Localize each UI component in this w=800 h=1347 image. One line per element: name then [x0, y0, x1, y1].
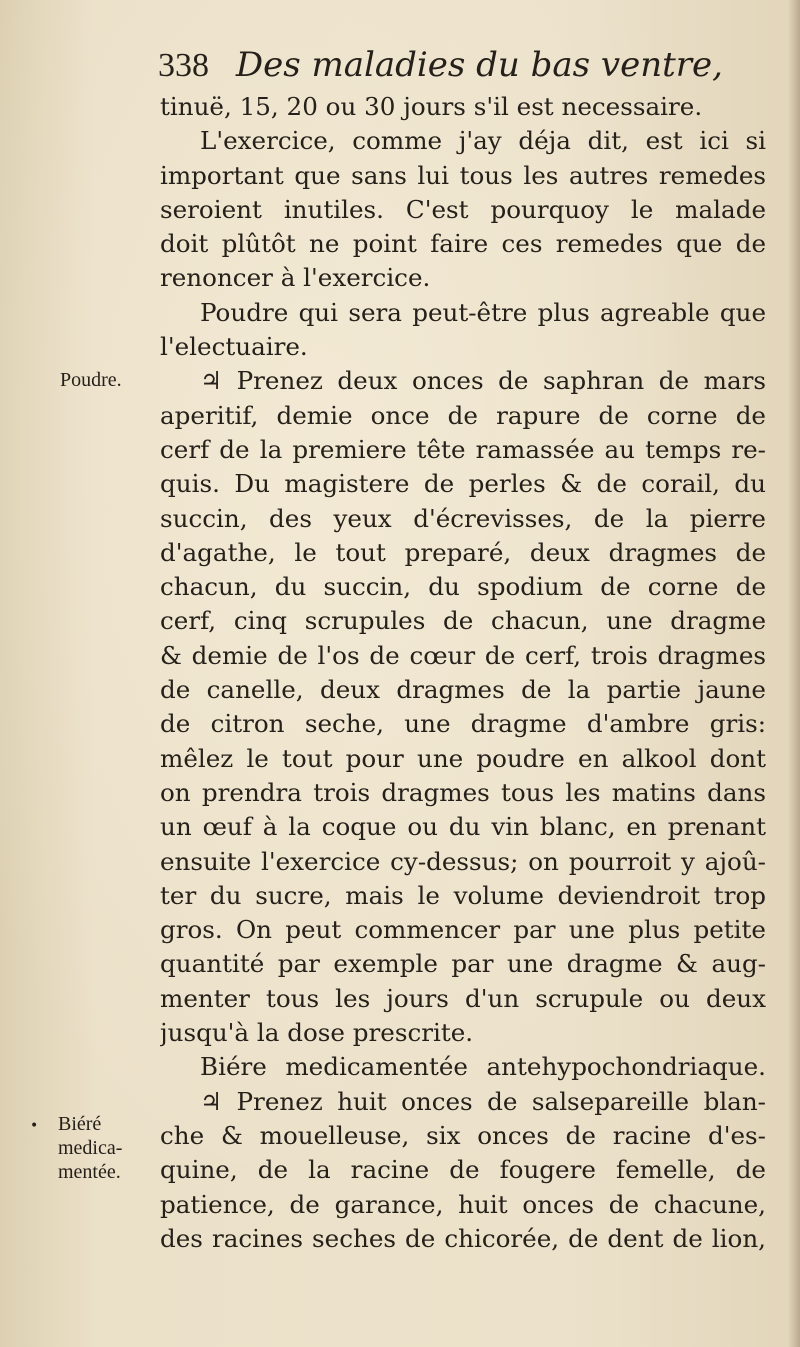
text-line: doit plûtôt ne point faire ces remedes que de: [160, 229, 766, 259]
text-line: gros. On peut commencer par une plus petite: [160, 915, 766, 945]
page-header: [158, 40, 748, 90]
text-line: quantité par exemple par une dragme & aug-: [160, 949, 766, 979]
text-line: & demie de l'os de cœur de cerf, trois dragmes: [160, 640, 766, 670]
text-line: quine, de la racine de fougere femelle, de: [160, 1155, 766, 1185]
text-line: un œuf à la coque ou du vin blanc, en prenant: [160, 812, 766, 842]
text-line: on prendra trois dragmes tous les matins dans: [160, 777, 766, 807]
text-line: mêlez le tout pour une poudre en alkool dont: [160, 743, 766, 773]
text-line: cerf de la premiere tête ramassée au temps re-: [160, 434, 766, 464]
page-number: 338: [158, 47, 209, 84]
margin-note-biere-line: medica-: [58, 1137, 123, 1159]
text-line: che & mouelleuse, six onces de racine d'es-: [160, 1120, 766, 1150]
text-line: important que sans lui tous les autres remedes: [160, 160, 766, 190]
text-line: ♃ Prenez deux onces de saphran de mars: [200, 366, 766, 396]
text-line: cerf, cinq scrupules de chacun, une dragme: [160, 606, 766, 636]
margin-note-biere: [58, 1112, 158, 1184]
text-line: aperitif, demie once de rapure de corne de: [160, 400, 766, 430]
body-text: [160, 90, 766, 1256]
text-line: jusqu'à la dose prescrite.: [160, 1018, 474, 1048]
text-line: Poudre qui sera peut-être plus agreable que: [200, 297, 766, 327]
text-line: quis. Du magistere de perles & de corail, du: [160, 469, 766, 499]
text-line: des racines seches de chicorée, de dent de lion,: [160, 1223, 766, 1253]
text-line: d'agathe, le tout preparé, deux dragmes de: [160, 537, 766, 567]
text-line: ♃ Prenez huit onces de salsepareille blan-: [200, 1086, 766, 1116]
margin-note-biere-line: Biéré: [58, 1113, 102, 1135]
text-line: seroient inutiles. C'est pourquoy le malade: [160, 194, 766, 224]
text-line: tinuë, 15, 20 ou 30 jours s'il est necessaire.: [160, 92, 703, 121]
text-line: succin, des yeux d'écrevisses, de la pierre: [160, 503, 766, 533]
text-line: renoncer à l'exercice.: [160, 263, 431, 293]
margin-bullet: •: [30, 1118, 39, 1134]
text-line: ensuite l'exercice cy-dessus; on pourroit y ajoû-: [160, 846, 766, 876]
text-line: chacun, du succin, du spodium de corne de: [160, 572, 766, 602]
text-line: L'exercice, comme j'ay déja dit, est ici si: [200, 126, 766, 156]
margin-note-poudre: Poudre.: [60, 369, 122, 391]
text-line: menter tous les jours d'un scrupule ou deux: [160, 983, 766, 1013]
text-line: de citron seche, une dragme d'ambre gris:: [160, 709, 766, 739]
text-line: patience, de garance, huit onces de chacune,: [160, 1189, 766, 1219]
text-line: Biére medicamentée antehypochondriaque.: [200, 1052, 766, 1082]
text-line: de canelle, deux dragmes de la partie jaune: [160, 675, 766, 705]
page-gutter-shadow: [788, 0, 800, 1347]
text-line: ter du sucre, mais le volume deviendroit trop: [160, 880, 766, 910]
running-title: Des maladies du bas ventre,: [235, 45, 723, 85]
margin-note-biere-line: mentée.: [58, 1161, 121, 1183]
text-line: l'electuaire.: [160, 332, 308, 362]
